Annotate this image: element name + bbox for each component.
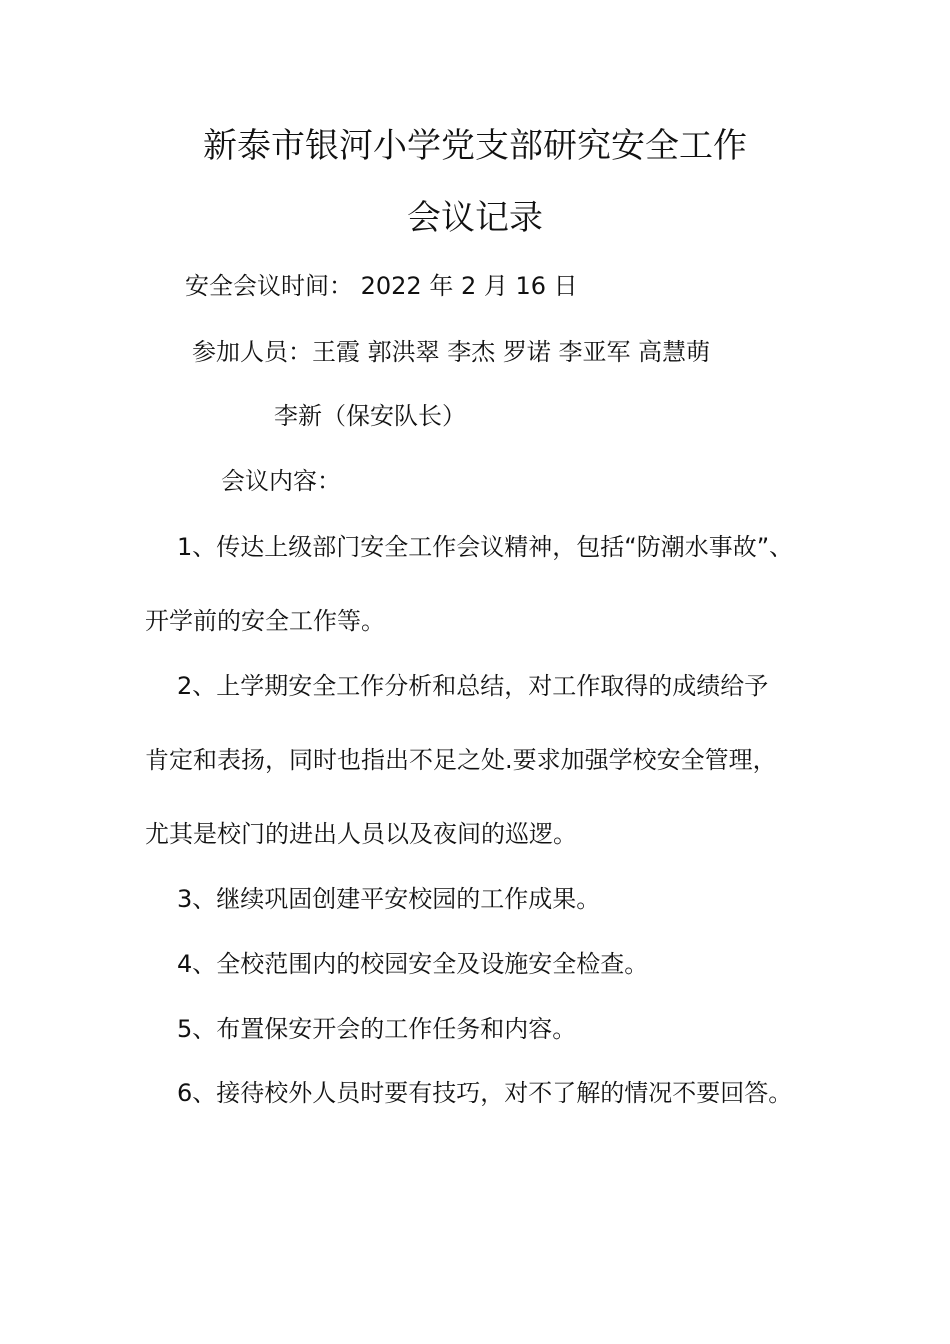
item-6: 6、接待校外人员时要有技巧，对不了解的情况不要回答。	[177, 1079, 793, 1107]
item-4: 4、全校范围内的校园安全及设施安全检查。	[177, 950, 649, 978]
meeting-time: 安全会议时间： 2022 年 2 月 16 日	[185, 272, 578, 300]
item-3: 3、继续巩固创建平安校园的工作成果。	[177, 885, 601, 913]
item-2-line-3: 尤其是校门的进出人员以及夜间的巡逻。	[145, 820, 577, 848]
participants-line-2: 李新（保安队长）	[274, 402, 466, 430]
item-1-line-1: 1、传达上级部门安全工作会议精神，包括“防潮水事故”、	[177, 533, 794, 561]
title-line-1: 新泰市银河小学党支部研究安全工作	[203, 126, 747, 166]
title-line-2: 会议记录	[407, 198, 543, 238]
content-label: 会议内容：	[221, 467, 341, 495]
item-1-line-2: 开学前的安全工作等。	[145, 607, 385, 635]
item-2-line-2: 肯定和表扬，同时也指出不足之处.要求加强学校安全管理，	[145, 746, 777, 774]
item-5: 5、布置保安开会的工作任务和内容。	[177, 1015, 577, 1043]
item-2-line-1: 2、上学期安全工作分析和总结，对工作取得的成绩给予	[177, 672, 769, 700]
participants-line-1: 参加人员：王霞 郭洪翠 李杰 罗诺 李亚军 高慧萌	[192, 338, 711, 366]
